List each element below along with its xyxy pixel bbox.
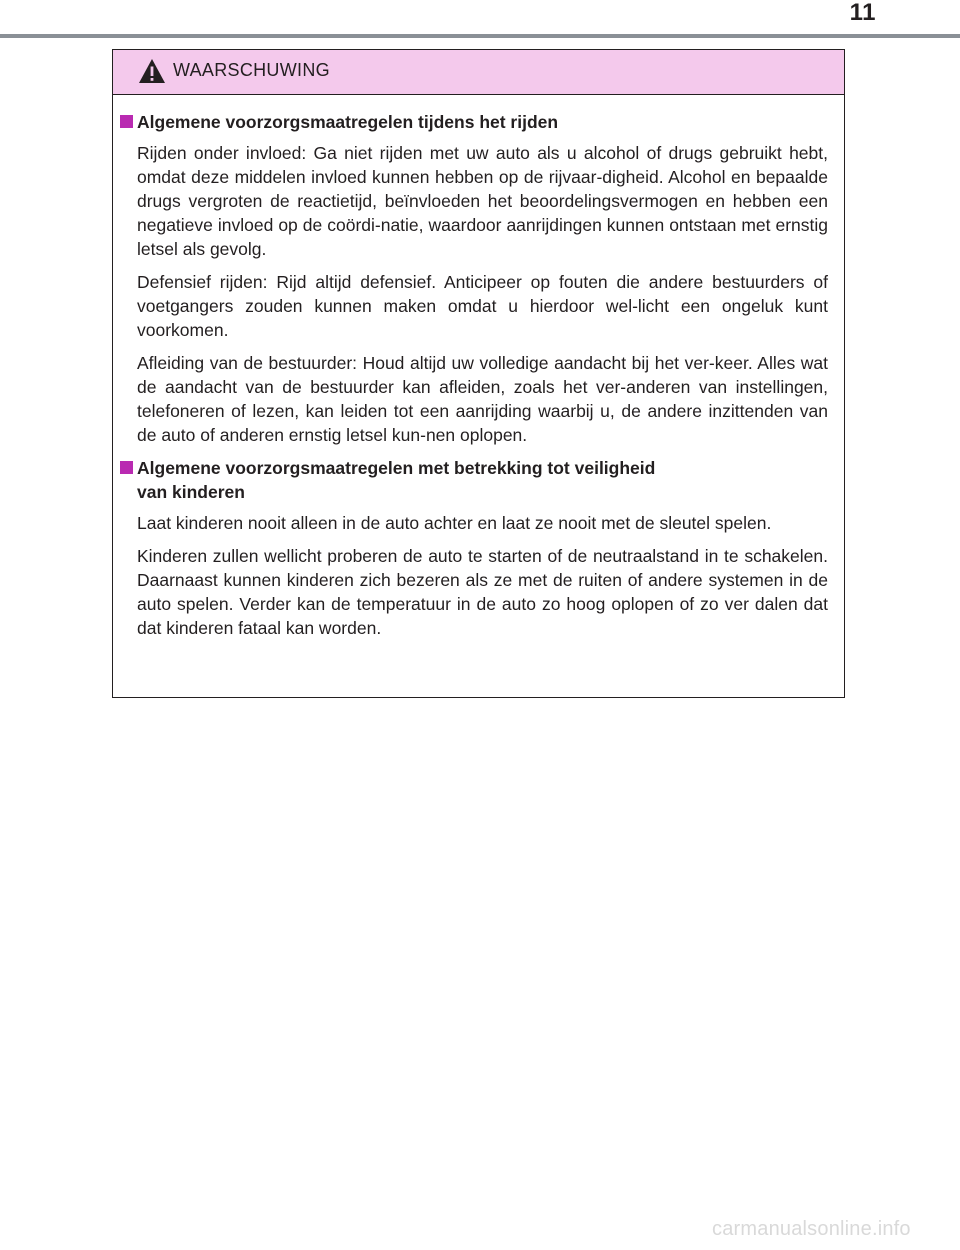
warning-box [112, 49, 845, 698]
watermark: carmanualsonline.info [712, 1218, 911, 1240]
square-bullet-icon [120, 461, 133, 474]
warning-header [113, 50, 844, 95]
paragraph-children-dangers: Kinderen zullen wellicht proberen de auto te starten of de neutraalstand in te schakelen. Daarnaast kunnen kinderen zich bezeren als ze met de ruiten of andere systemen in de auto spelen. Verder kan de temperatuur in de auto zo hoog oplopen of zo ver dalen dat dat kinderen fataal kan worden. [137, 546, 828, 638]
paragraph-children-alone: Laat kinderen nooit alleen in de auto achter en laat ze nooit met de sleutel spelen. [137, 513, 772, 533]
section-heading [120, 110, 828, 134]
warning-triangle-icon [138, 58, 166, 84]
paragraph-driving-under-influence: Rijden onder invloed: Ga niet rijden met uw auto als u alcohol of drugs gebruikt hebt, omdat deze middelen invloed kunnen hebben op de rijvaar-digheid. Alcohol en bepaalde drugs vergroten de reactietijd, beïnvloeden het beoordelingsvermogen en hebben een negatieve invloed op de coördi-natie, waardoor aanrijdingen kunnen ontstaan met ernstig letsel als gevolg. [137, 143, 828, 259]
page-number: 11 [849, 0, 876, 26]
top-rule [0, 34, 960, 38]
warning-title: WAARSCHUWING [173, 60, 330, 80]
section-heading-line: Algemene voorzorgsmaatregelen met betrekking tot veiligheid [137, 458, 656, 478]
section-heading-line: van kinderen [137, 482, 245, 502]
section-driving-precautions [120, 110, 828, 447]
warning-body [113, 95, 844, 640]
section-heading-line: Algemene voorzorgsmaatregelen tijdens het rijden [137, 112, 559, 132]
section-child-safety [120, 456, 828, 640]
square-bullet-icon [120, 115, 133, 128]
paragraph-driver-distraction: Afleiding van de bestuurder: Houd altijd uw volledige aandacht bij het ver-keer. Alles wat de aandacht van de bestuurder kan afleiden, zoals het ver-anderen van instellingen, telefoneren of lezen, kan leiden tot een aanrijding waarbij u, de andere inzittenden van de auto of anderen ernstig letsel kun-nen oplopen. [137, 353, 828, 445]
paragraph-defensive-driving: Defensief rijden: Rijd altijd defensief. Anticipeer op fouten die andere bestuurders of voetgangers zouden kunnen maken omdat u hierdoor wel-licht een ongeluk kunt voorkomen. [137, 272, 828, 340]
section-heading [120, 456, 828, 504]
